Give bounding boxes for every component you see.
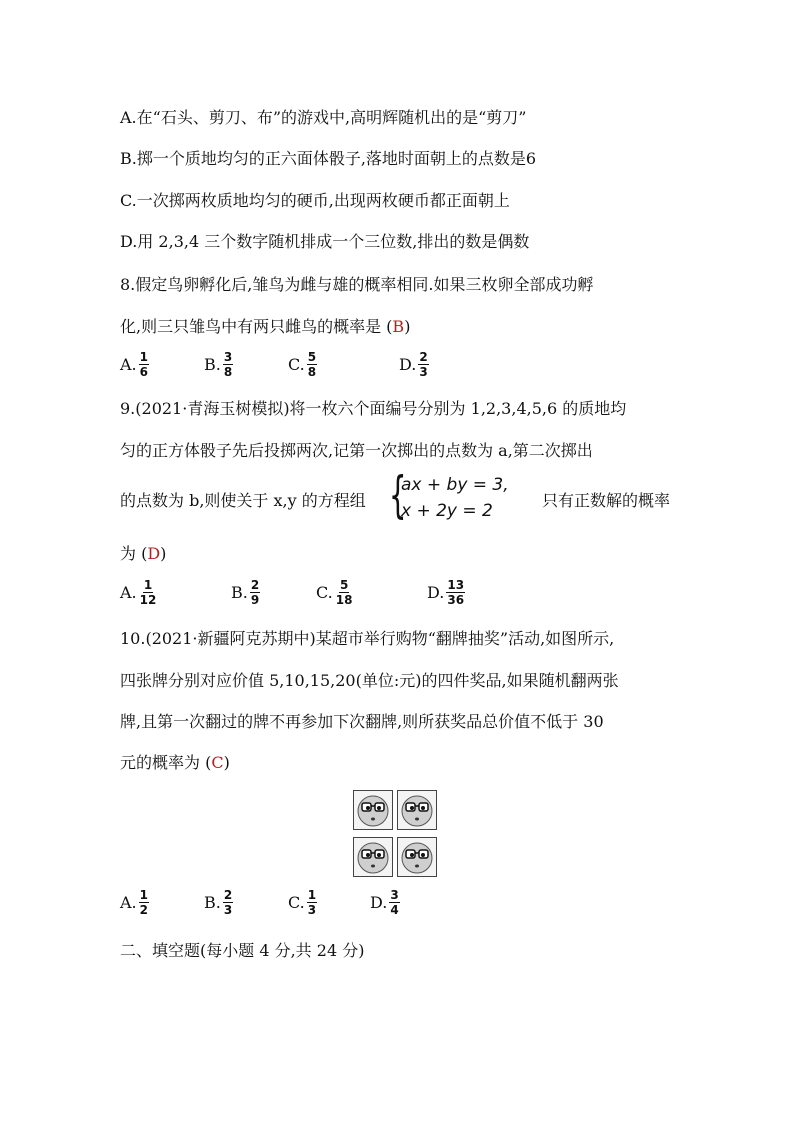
- q9-option-c: [316, 578, 353, 607]
- q9-line-3-post: 只有正数解的概率: [542, 491, 671, 510]
- q10-line-1: 10.(2021·新疆阿克苏期中)某超市举行购物“翻牌抽奖”活动,如图所示,: [120, 629, 615, 648]
- option-label: A.: [120, 893, 137, 912]
- q10-line-4-close: ): [223, 753, 230, 772]
- fraction-numerator: 1: [139, 888, 148, 902]
- q10-option-c: [288, 888, 317, 917]
- q8-option-c: [288, 350, 317, 379]
- fraction-numerator: 13: [447, 578, 465, 592]
- q9-option-a: [120, 578, 157, 607]
- q9-line-4: [120, 543, 166, 565]
- option-label: A.: [120, 583, 137, 602]
- q8-option-b: [204, 350, 233, 379]
- q9-line-2: 匀的正方体骰子先后投掷两次,记第一次掷出的点数为 a,第二次掷出: [120, 441, 593, 460]
- q8-option-a: [120, 350, 149, 379]
- card-smiley-icon: [397, 837, 437, 877]
- q8-answer: B: [392, 317, 405, 336]
- fraction-numerator: 5: [307, 350, 317, 364]
- fraction: [389, 888, 399, 917]
- fraction: [139, 350, 149, 379]
- q9-line-1: 9.(2021·青海玉树模拟)将一枚六个面编号分别为 1,2,3,4,5,6 的质地均: [120, 399, 627, 418]
- fraction: [335, 578, 354, 607]
- option-label: C.: [316, 583, 333, 602]
- fraction-denominator: 8: [307, 365, 317, 379]
- q9-option-b: [231, 578, 260, 607]
- q7-option-d: D.用 2,3,4 三个数字随机排成一个三位数,排出的数是偶数: [120, 232, 530, 251]
- card-smiley-icon: [397, 790, 437, 830]
- fraction-numerator: 1: [139, 350, 148, 364]
- fraction-numerator: 2: [419, 350, 428, 364]
- q10-answer: C: [211, 753, 224, 772]
- fraction-denominator: 4: [390, 903, 399, 917]
- option-label: A.: [120, 355, 137, 374]
- fraction-denominator: 18: [335, 593, 353, 607]
- q9-line-3-pre: 的点数为 b,则使关于 x,y 的方程组: [120, 491, 366, 510]
- fraction: [307, 888, 317, 917]
- fraction-denominator: 2: [139, 903, 148, 917]
- q10-line-4: [120, 752, 230, 774]
- q8-option-d: [399, 350, 429, 379]
- fraction-numerator: 1: [307, 888, 317, 902]
- fraction-numerator: 3: [390, 888, 399, 902]
- q9-line-4-close: ): [160, 544, 167, 563]
- card-figure: [353, 790, 441, 880]
- option-label: D.: [399, 355, 417, 374]
- fraction-numerator: 3: [223, 350, 233, 364]
- q10-line-4-text: 元的概率为 (: [120, 753, 212, 772]
- fraction-denominator: 8: [223, 365, 233, 379]
- card-smiley-icon: [353, 790, 393, 830]
- q10-option-a: [120, 888, 149, 917]
- option-label: B.: [204, 893, 221, 912]
- fraction-denominator: 12: [139, 593, 157, 607]
- fraction-numerator: 2: [250, 578, 260, 592]
- section-heading: 二、填空题(每小题 4 分,共 24 分): [120, 941, 365, 960]
- q8-line-2-text: 化,则三只雏鸟中有两只雌鸟的概率是 (: [120, 317, 393, 336]
- q10-option-d: [370, 888, 400, 917]
- q8-line-2: [120, 316, 410, 338]
- fraction: [139, 578, 158, 607]
- fraction-numerator: 2: [223, 888, 233, 902]
- q9-option-d: [427, 578, 465, 607]
- fraction-numerator: 5: [339, 578, 349, 592]
- card-smiley-icon: [353, 837, 393, 877]
- fraction: [223, 350, 233, 379]
- option-label: B.: [231, 583, 248, 602]
- equation-system: [389, 466, 529, 525]
- fraction: [223, 888, 233, 917]
- option-label: D.: [427, 583, 445, 602]
- fraction: [307, 350, 317, 379]
- q10-line-3: 牌,且第一次翻过的牌不再参加下次翻牌,则所获奖品总价值不低于 30: [120, 712, 604, 731]
- fraction-denominator: 3: [307, 903, 317, 917]
- brace-icon: {: [389, 466, 407, 524]
- q9-line-4-text: 为 (: [120, 544, 148, 563]
- option-label: B.: [204, 355, 221, 374]
- fraction-denominator: 3: [223, 903, 233, 917]
- fraction-denominator: 3: [419, 365, 428, 379]
- fraction: [139, 888, 149, 917]
- fraction-denominator: 6: [139, 365, 148, 379]
- option-label: C.: [288, 893, 305, 912]
- equation-2: x + 2y = 2: [401, 501, 493, 521]
- q10-line-2: 四张牌分别对应价值 5,10,15,20(单位:元)的四件奖品,如果随机翻两张: [120, 671, 619, 690]
- q8-line-2-close: ): [404, 317, 411, 336]
- fraction: [250, 578, 260, 607]
- q8-line-1: 8.假定鸟卵孵化后,雏鸟为雌与雄的概率相同.如果三枚卵全部成功孵: [120, 275, 594, 294]
- fraction: [446, 578, 465, 607]
- q7-option-a: A.在“石头、剪刀、布”的游戏中,高明辉随机出的是“剪刀”: [120, 108, 527, 127]
- fraction-denominator: 9: [250, 593, 260, 607]
- fraction-denominator: 36: [447, 593, 465, 607]
- option-label: C.: [288, 355, 305, 374]
- q7-option-b: B.掷一个质地均匀的正六面体骰子,落地时面朝上的点数是6: [120, 149, 537, 168]
- q9-answer: D: [147, 544, 161, 563]
- q7-option-c: C.一次掷两枚质地均匀的硬币,出现两枚硬币都正面朝上: [120, 191, 510, 210]
- equation-1: ax + by = 3,: [401, 475, 509, 495]
- fraction: [418, 350, 428, 379]
- option-label: D.: [370, 893, 388, 912]
- fraction-numerator: 1: [143, 578, 153, 592]
- q10-option-b: [204, 888, 233, 917]
